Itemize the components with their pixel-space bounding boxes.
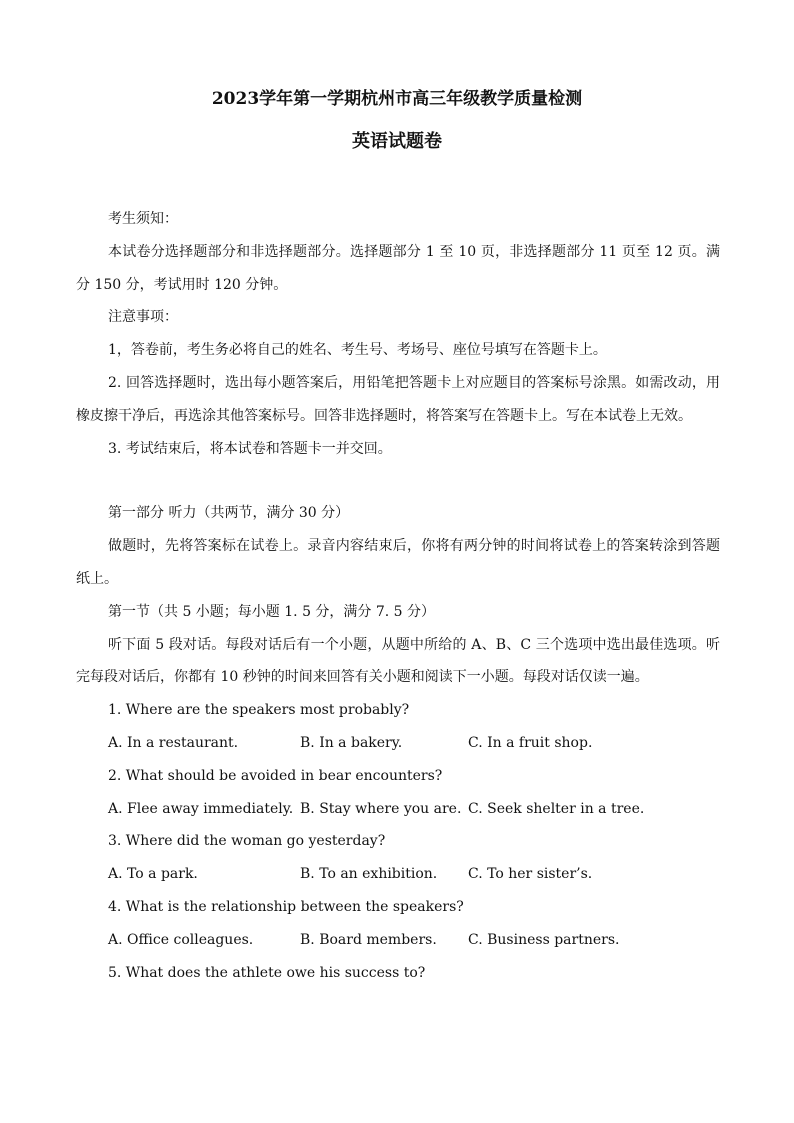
attention-item-2: 2. 回答选择题时，选出每小题答案后，用铅笔把答题卡上对应题目的答案标号涂黑。如需改动，用橡皮擦干净后，再选涂其他答案标号。回答非选择题时，将答案写在答题卡上。写在本试卷上无效。	[76, 374, 720, 424]
question-1-options	[76, 727, 720, 760]
exam-title: 2023学年第一学期杭州市高三年级教学质量检测	[211, 89, 583, 109]
question-1: 1. Where are the speakers most probably?	[108, 702, 410, 719]
question-5: 5. What does the athlete owe his success to?	[108, 964, 426, 981]
notice-intro: 本试卷分选择题部分和非选择题部分。选择题部分 1 至 10 页，非选择题部分 11 页至 12 页。满分 150 分，考试用时 120 分钟。	[76, 243, 720, 293]
part1-heading: 第一部分 听力（共两节，满分 30 分）	[108, 505, 350, 522]
option-a: A. Flee away immediately.	[108, 800, 294, 817]
question-4: 4. What is the relationship between the speakers?	[108, 898, 464, 915]
question-2-options	[76, 793, 720, 826]
attention-item-1: 1，答卷前，考生务必将自己的姓名、考生号、考场号、座位号填写在答题卡上。	[108, 342, 607, 359]
option-c: C. Seek shelter in a tree.	[468, 800, 645, 817]
question-3: 3. Where did the woman go yesterday?	[108, 833, 386, 850]
exam-subtitle: 英语试题卷	[352, 131, 442, 152]
option-b: B. In a bakery.	[300, 734, 403, 751]
attention-item-3: 3. 考试结束后，将本试卷和答题卡一并交回。	[108, 440, 392, 457]
option-b: B. Board members.	[300, 931, 437, 948]
section1-instructions: 听下面 5 段对话。每段对话后有一个小题，从题中所给的 A、B、C 三个选项中选出最佳选项。听完每段对话后，你都有 10 秒钟的时间来回答有关小题和阅读下一小题。每段对话仅读一遍。	[76, 636, 720, 686]
option-a: A. To a park.	[108, 866, 198, 883]
option-a: A. In a restaurant.	[108, 734, 239, 751]
part1-instructions: 做题时，先将答案标在试卷上。录音内容结束后，你将有两分钟的时间将试卷上的答案转涂到答题纸上。	[76, 538, 720, 587]
section-gap	[76, 465, 720, 497]
question-4-options	[76, 924, 720, 957]
option-c: C. Business partners.	[468, 931, 620, 948]
section1-heading: 第一节（共 5 小题；每小题 1. 5 分，满分 7. 5 分）	[108, 603, 436, 620]
attention-heading: 注意事项：	[108, 309, 178, 326]
option-b: B. To an exhibition.	[300, 866, 438, 883]
option-a: A. Office colleagues.	[108, 931, 254, 948]
exam-body	[76, 203, 720, 989]
question-3-options	[76, 858, 720, 891]
option-c: C. To her sister’s.	[468, 866, 593, 883]
option-b: B. Stay where you are.	[300, 800, 462, 817]
notice-heading: 考生须知：	[108, 211, 178, 227]
question-2: 2. What should be avoided in bear encounters?	[108, 767, 443, 784]
option-c: C. In a fruit shop.	[468, 734, 593, 751]
